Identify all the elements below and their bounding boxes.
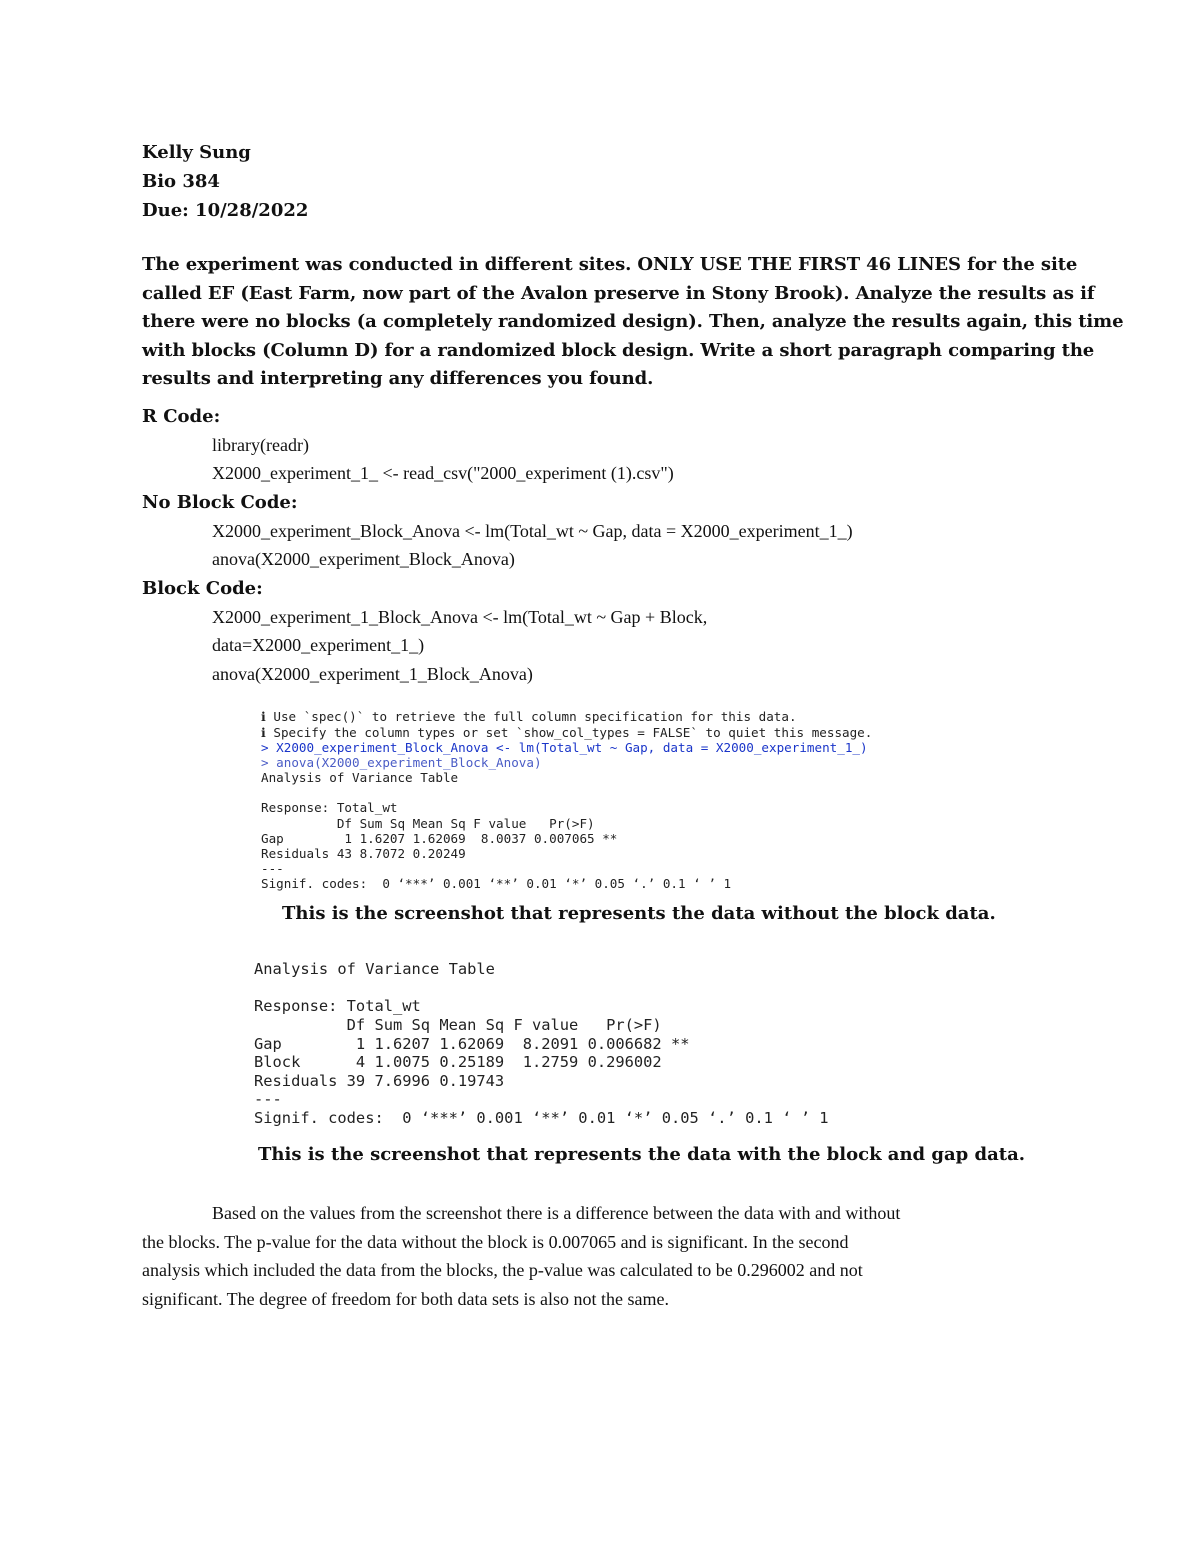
console-line: Signif. codes: 0 ‘***’ 0.001 ‘**’ 0.01 ‘*’ 0.05 ‘.’ 0.1 ‘ ’ 1 (261, 876, 732, 891)
console-line: Analysis of Variance Table (254, 960, 495, 978)
console-line: > X2000_experiment_Block_Anova <- lm(Total_wt ~ Gap, data = X2000_experiment_1_) (261, 740, 868, 755)
console-line: Gap 1 1.6207 1.62069 8.0037 0.007065 ** (261, 831, 618, 846)
student-name: Kelly Sung (142, 142, 251, 163)
console-line: Df Sum Sq Mean Sq F value Pr(>F) (261, 816, 618, 831)
paragraph-line: significant. The degree of freedom for both data sets is also not the same. (142, 1288, 670, 1309)
prompt-line: results and interpreting any differences you found. (142, 368, 654, 390)
console-line: Response: Total_wt (254, 997, 421, 1015)
code-line: X2000_experiment_1_ <- read_csv("2000_experiment (1).csv") (212, 463, 674, 483)
console-line: Gap 1 1.6207 1.62069 8.2091 0.006682 ** (254, 1035, 690, 1053)
console-line: Analysis of Variance Table (261, 770, 459, 785)
conclusion-paragraph (142, 1199, 1052, 1313)
console-line: --- (261, 861, 284, 876)
console-line: --- (254, 1090, 282, 1108)
paragraph-line: Based on the values from the screenshot there is a difference between the data with and without (212, 1203, 901, 1223)
console-line: > anova(X2000_experiment_Block_Anova) (261, 755, 542, 770)
screenshot-caption-no-block: This is the screenshot that represents the data without the block data. (282, 903, 996, 924)
console-line: ℹ Specify the column types or set `show_col_types = FALSE` to quiet this message. (261, 725, 873, 740)
code-line: data=X2000_experiment_1_) (212, 635, 425, 655)
console-line: Df Sum Sq Mean Sq F value Pr(>F) (254, 1016, 690, 1034)
block-code-label: Block Code: (142, 578, 263, 599)
code-line: X2000_experiment_Block_Anova <- lm(Total_wt ~ Gap, data = X2000_experiment_1_) (212, 521, 853, 541)
code-line: library(readr) (212, 435, 309, 455)
prompt-line: The experiment was conducted in different sites. ONLY USE THE FIRST 46 LINES for the site (142, 254, 1078, 275)
console-line: Residuals 39 7.6996 0.19743 (254, 1072, 690, 1090)
anova-screenshot-with-block (248, 958, 948, 1134)
assignment-prompt (142, 251, 1124, 394)
console-line: Block 4 1.0075 0.25189 1.2759 0.296002 (254, 1053, 690, 1071)
screenshot-caption-with-block: This is the screenshot that represents the data with the block and gap data. (258, 1144, 1026, 1165)
code-line: X2000_experiment_1_Block_Anova <- lm(Total_wt ~ Gap + Block, (212, 607, 708, 627)
console-line: Residuals 43 8.7072 0.20249 (261, 846, 618, 861)
anova-screenshot-no-block (248, 709, 950, 892)
code-line: anova(X2000_experiment_1_Block_Anova) (212, 664, 533, 684)
prompt-line: with blocks (Column D) for a randomized block design. Write a short paragraph comparing the (142, 339, 1095, 361)
prompt-line: there were no blocks (a completely randomized design). Then, analyze the results again, this time (142, 311, 1124, 333)
due-date: Due: 10/28/2022 (142, 200, 309, 221)
console-line: ℹ Use `spec()` to retrieve the full column specification for this data. (261, 709, 797, 724)
code-line: anova(X2000_experiment_Block_Anova) (212, 549, 515, 569)
paragraph-line: analysis which included the data from the blocks, the p-value was calculated to be 0.296002 and not (142, 1260, 863, 1281)
paragraph-line: the blocks. The p-value for the data without the block is 0.007065 and is significant. In the second (142, 1231, 849, 1252)
r-code-label: R Code: (142, 406, 221, 427)
no-block-code-label: No Block Code: (142, 492, 298, 513)
console-line: Signif. codes: 0 ‘***’ 0.001 ‘**’ 0.01 ‘*’ 0.05 ‘.’ 0.1 ‘ ’ 1 (254, 1109, 829, 1127)
console-line: Response: Total_wt (261, 800, 398, 815)
prompt-line: called EF (East Farm, now part of the Avalon preserve in Stony Brook). Analyze the results as if (142, 282, 1095, 304)
course-name: Bio 384 (142, 171, 220, 192)
